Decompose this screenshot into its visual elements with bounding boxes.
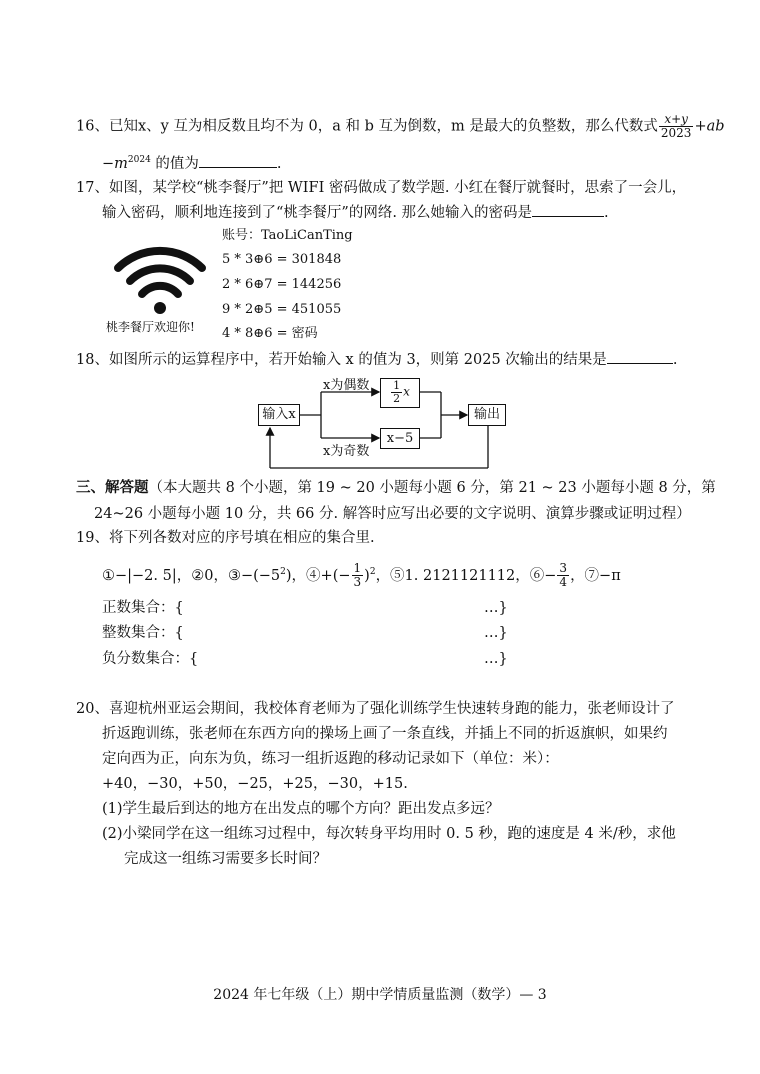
q17-line2-text: 输入密码，顺利地连接到了“桃李餐厅”的网络. 那么她输入的密码是 (102, 205, 533, 221)
q19-frac1 (352, 562, 364, 589)
section3-title: 三、解答题 (76, 479, 149, 496)
q18-text: 18、如图所示的运算程序中，若开始输入 x 的值为 3，则第 2025 次输出的结果是 (76, 352, 607, 368)
q20-line3: 定向西为正，向东为负，练习一组折返跑的移动记录如下（单位：米）： (102, 751, 559, 767)
flow-half-den: 2 (393, 392, 401, 405)
wifi-image (106, 238, 210, 338)
wifi-caption: 桃李餐厅欢迎你! (106, 320, 195, 334)
q20-line2: 折返跑训练，张老师在东西方向的操场上画了一条直线，并插上不同的折返旗帜，如果约 (102, 726, 668, 742)
q16-frac-den: 2023 (660, 126, 692, 140)
q19-items-a: ①−|−2. 5|，②0，③−(−5 (102, 567, 281, 584)
q19-set1: 正数集合：{ (102, 600, 184, 616)
flowchart (255, 372, 515, 472)
q16-prefix: 16、已知 (76, 118, 138, 135)
q19-items (102, 562, 621, 589)
q16-fraction (659, 113, 694, 140)
flow-output-box: 输出 (468, 404, 506, 426)
q17-line2-end: . (604, 205, 609, 221)
q19-line1: 19、将下列各数对应的序号填在相应的集合里. (76, 530, 375, 546)
q16-line2-post: 的值为 (150, 155, 199, 172)
section3-desc1: （本大题共 8 个小题，第 19 ~ 20 小题每小题 6 分，第 21 ~ 23 小题每小题 8 分，第 (148, 480, 716, 496)
q19-items-a-sup: 2 (280, 567, 286, 577)
q17-eq2: 2 * 6⊕7 = 144256 (222, 277, 342, 292)
q17-answer-blank[interactable] (532, 202, 604, 217)
q16-answer-blank[interactable] (199, 153, 277, 168)
q20-line1: 20、喜迎杭州亚运会期间，我校体育老师为了强化训练学生快速转身跑的能力，张老师设计了 (76, 701, 675, 717)
flow-half-num: 1 (393, 379, 401, 392)
q19-items-d: ，⑤1. 2121121112，⑥− (375, 567, 557, 584)
q19-items-c: ) (364, 567, 370, 584)
q20-sub1: (1)学生最后到达的地方在出发点的哪个方向？距出发点多远？ (102, 801, 500, 817)
flow-odd-label: x为奇数 (323, 444, 370, 459)
flow-minus-box: x−5 (380, 428, 420, 449)
wifi-icon (110, 238, 210, 318)
q18-line1-end: . (672, 352, 678, 368)
q18-answer-blank[interactable] (607, 349, 673, 364)
flow-even-label: x为偶数 (323, 378, 370, 393)
q16-suffix: +ab (694, 118, 725, 135)
q17-account: 账号：TaoLiCanTing (222, 228, 353, 243)
q19-set2: 整数集合：{ (102, 625, 184, 641)
q16-line2 (102, 150, 282, 174)
q16-text: x、y 互为相反数且均不为 0，a 和 b 互为倒数，m 是最大的负整数，那么代数式 (137, 118, 658, 135)
section3-desc2: 24~26 小题每小题 10 分，共 66 分. 解答时应写出必要的文字说明、演算步骤或证明过程） (94, 506, 691, 522)
q17-eq1: 5 * 3⊕6 = 301848 (222, 252, 342, 267)
q19-set3: 负分数集合：{ (102, 651, 199, 667)
q18-line1 (76, 349, 677, 370)
q17-eq3: 9 * 2⊕5 = 451055 (222, 302, 342, 317)
q19-items-e: ，⑦−π (570, 567, 621, 584)
q20-sub2: (2)小梁同学在这一组练习过程中，每次转身平均用时 0. 5 秒，跑的速度是 4 米/秒，求他 (102, 826, 676, 842)
q19-frac2-num: 3 (559, 561, 568, 576)
q17-line1: 17、如图，某学校“桃李餐厅”把 WIFI 密码做成了数学题. 小红在餐厅就餐时，思索了一会儿， (76, 180, 687, 196)
q17-line2 (102, 202, 609, 223)
flow-half-frac (391, 380, 402, 405)
q19-items-b: )，④+(− (285, 567, 351, 584)
q19-set3-end: …} (484, 651, 508, 667)
q17-eq4: 4 * 8⊕6 = 密码 (222, 326, 318, 341)
q19-items-c-sup: 2 (369, 567, 376, 577)
q19-set1-end: …} (484, 600, 508, 616)
q20-sub2b: 完成这一组练习需要多长时间？ (124, 851, 327, 867)
q16-frac-num: x+y (659, 113, 694, 127)
q19-frac1-num: 1 (353, 561, 362, 576)
q16-line2-end: . (276, 155, 282, 172)
q16-line1 (76, 113, 725, 140)
q19-frac1-den: 3 (353, 575, 362, 590)
q20-line4: +40，−30，+50，−25，+25，−30，+15. (102, 776, 408, 792)
q16-line2-sup: 2024 (127, 155, 151, 165)
page-footer: 2024 年七年级（上）期中学情质量监测（数学）— 3 (213, 987, 547, 1003)
section3-line1 (76, 478, 716, 498)
flow-half-var: x (403, 384, 410, 399)
q19-frac2-den: 4 (559, 575, 568, 590)
q19-frac2 (557, 562, 569, 589)
q16-line2-pre: −m (102, 155, 128, 172)
q19-set2-end: …} (484, 625, 508, 641)
flow-input-box: 输入x (258, 404, 300, 426)
flow-half-box (380, 378, 420, 408)
